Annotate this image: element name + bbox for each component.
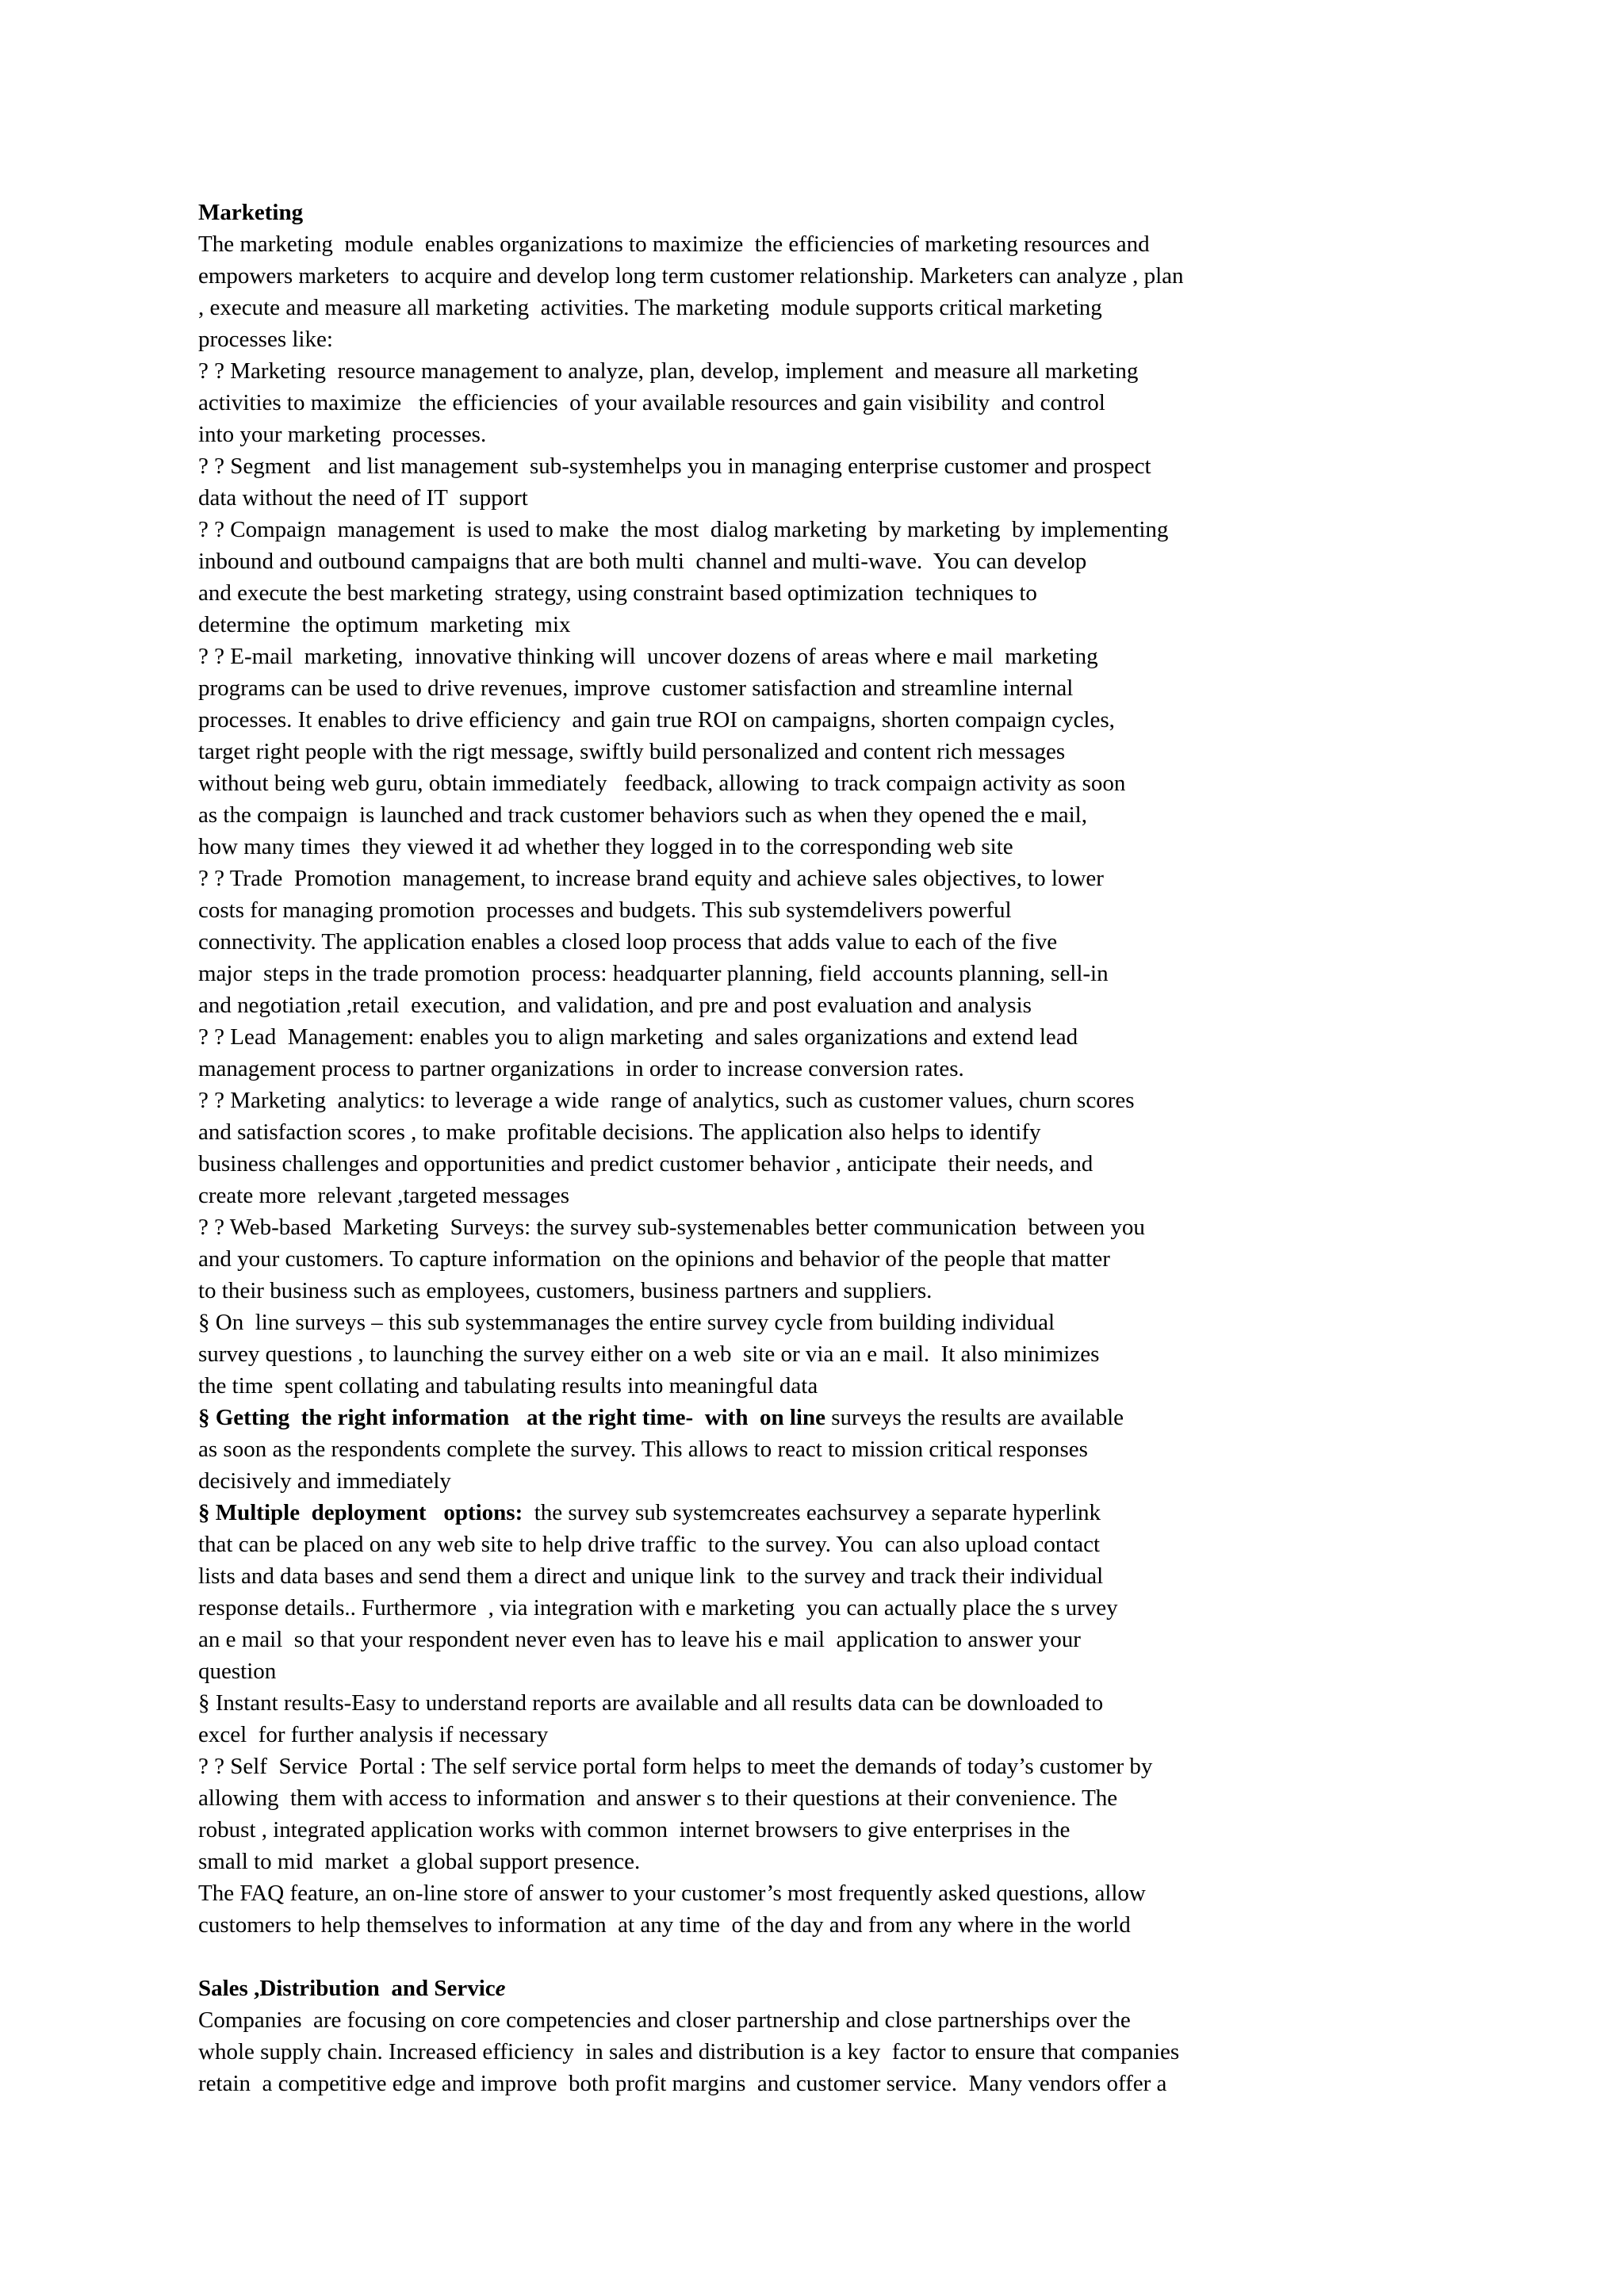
text-right-information: surveys the results are available bbox=[825, 1405, 1124, 1430]
text-line: data without the need of IT support bbox=[198, 485, 528, 511]
text-line: and negotiation ,retail execution, and validation, and pre and post evaluation and analysis bbox=[198, 993, 1032, 1018]
text-line: empowers marketers to acquire and develop long term customer relationship. Marketers can analyze , plan bbox=[198, 263, 1184, 289]
text-line: ? ? Web-based Marketing Surveys: the survey sub-systemenables better communication between you bbox=[198, 1215, 1145, 1240]
text-line: allowing them with access to information and answer s to their questions at their convenience. The bbox=[198, 1785, 1118, 1811]
text-line: inbound and outbound campaigns that are both multi channel and multi-wave. You can develop bbox=[198, 549, 1087, 574]
text-line: and execute the best marketing strategy, using constraint based optimization techniques to bbox=[198, 580, 1037, 606]
text-line: that can be placed on any web site to help drive traffic to the survey. You can also upload contact bbox=[198, 1532, 1101, 1557]
text-line: as soon as the respondents complete the survey. This allows to react to mission critical responses bbox=[198, 1437, 1088, 1462]
text-line: robust , integrated application works with common internet browsers to give enterprises in the bbox=[198, 1817, 1071, 1843]
text-line: target right people with the rigt message, swiftly build personalized and content rich messages bbox=[198, 739, 1066, 764]
heading-sales-main: Sales ,Distribution and Servic bbox=[198, 1976, 496, 2001]
heading-marketing: Marketing bbox=[198, 200, 304, 225]
sales-body bbox=[198, 2004, 1372, 2099]
text-line: to their business such as employees, customers, business partners and suppliers. bbox=[198, 1278, 933, 1303]
deployment-options-body bbox=[198, 1529, 1372, 1941]
text-line: processes like: bbox=[198, 327, 333, 352]
text-line: and satisfaction scores , to make profitable decisions. The application also helps to identify bbox=[198, 1119, 1041, 1145]
text-line: ? ? Segment and list management sub-systemhelps you in managing enterprise customer and prospect bbox=[198, 453, 1151, 479]
text-line: costs for managing promotion processes and budgets. This sub systemdelivers powerful bbox=[198, 897, 1012, 923]
text-line: The marketing module enables organizations to maximize the efficiencies of marketing resources and bbox=[198, 232, 1150, 257]
text-line: ? ? Trade Promotion management, to increase brand equity and achieve sales objectives, to lower bbox=[198, 866, 1104, 891]
text-line: The FAQ feature, an on-line store of answer to your customer’s most frequently asked questions, allow bbox=[198, 1881, 1146, 1906]
text-line: , execute and measure all marketing activities. The marketing module supports critical marketing bbox=[198, 295, 1102, 320]
bold-lead-right-information: § Getting the right information at the right time- with on line bbox=[198, 1405, 825, 1430]
text-line: ? ? E-mail marketing, innovative thinking will uncover dozens of areas where e mail marketing bbox=[198, 644, 1098, 669]
heading-sales-distribution-service bbox=[198, 1973, 1372, 2004]
heading-sales-italic: e bbox=[495, 1976, 506, 2001]
text-line: excel for further analysis if necessary bbox=[198, 1722, 549, 1747]
text-line: programs can be used to drive revenues, improve customer satisfaction and streamline internal bbox=[198, 675, 1074, 701]
text-line: into your marketing processes. bbox=[198, 422, 487, 447]
section-gap bbox=[198, 1941, 1372, 1973]
text-line: the time spent collating and tabulating results into meaningful data bbox=[198, 1373, 818, 1399]
bold-line-right-information bbox=[198, 1402, 1372, 1433]
text-line: management process to partner organizations in order to increase conversion rates. bbox=[198, 1056, 964, 1081]
bold-lead-deployment-options: § Multiple deployment options: bbox=[198, 1500, 523, 1525]
text-line: § Instant results-Easy to understand reports are available and all results data can be downloaded to bbox=[198, 1690, 1104, 1716]
text-line: activities to maximize the efficiencies of your available resources and gain visibility and control bbox=[198, 390, 1105, 415]
text-line: ? ? Compaign management is used to make the most dialog marketing by marketing by implementing bbox=[198, 517, 1169, 542]
text-line: ? ? Self Service Portal : The self service portal form helps to meet the demands of today’s customer by bbox=[198, 1754, 1153, 1779]
text-line: as the compaign is launched and track customer behaviors such as when they opened the e mail, bbox=[198, 802, 1087, 828]
text-line: create more relevant ,targeted messages bbox=[198, 1183, 570, 1208]
text-line: small to mid market a global support presence. bbox=[198, 1849, 641, 1874]
text-line: § On line surveys – this sub systemmanages the entire survey cycle from building individual bbox=[198, 1310, 1055, 1335]
text-line: decisively and immediately bbox=[198, 1468, 451, 1494]
text-line: how many times they viewed it ad whether they logged in to the corresponding web site bbox=[198, 834, 1013, 859]
bold-line-deployment-options bbox=[198, 1497, 1372, 1529]
text-line: Companies are focusing on core competencies and closer partnership and close partnerships over the bbox=[198, 2007, 1131, 2033]
document-page bbox=[198, 197, 1372, 2099]
marketing-body bbox=[198, 228, 1372, 1402]
text-line: business challenges and opportunities and predict customer behavior , anticipate their needs, and bbox=[198, 1151, 1094, 1177]
text-line: whole supply chain. Increased efficiency in sales and distribution is a key factor to ensure that companies bbox=[198, 2039, 1180, 2064]
text-line: ? ? Marketing resource management to analyze, plan, develop, implement and measure all marketing bbox=[198, 358, 1139, 384]
text-line: customers to help themselves to information at any time of the day and from any where in the world bbox=[198, 1912, 1131, 1938]
text-line: without being web guru, obtain immediately feedback, allowing to track compaign activity as soon bbox=[198, 771, 1126, 796]
text-line: major steps in the trade promotion process: headquarter planning, field accounts planning, sell-in bbox=[198, 961, 1109, 986]
text-line: determine the optimum marketing mix bbox=[198, 612, 571, 637]
text-deployment-options: the survey sub systemcreates eachsurvey a separate hyperlink bbox=[523, 1500, 1101, 1525]
text-line: retain a competitive edge and improve both profit margins and customer service. Many vendors offer a bbox=[198, 2071, 1167, 2096]
text-line: processes. It enables to drive efficiency and gain true ROI on campaigns, shorten compaign cycles, bbox=[198, 707, 1115, 733]
text-line: an e mail so that your respondent never even has to leave his e mail application to answer your bbox=[198, 1627, 1081, 1652]
text-line: ? ? Marketing analytics: to leverage a wide range of analytics, such as customer values, churn scores bbox=[198, 1088, 1135, 1113]
text-line: question bbox=[198, 1659, 277, 1684]
text-line: response details.. Furthermore , via integration with e marketing you can actually place the s urvey bbox=[198, 1595, 1118, 1621]
text-line: and your customers. To capture information on the opinions and behavior of the people that matter bbox=[198, 1246, 1110, 1272]
text-line: ? ? Lead Management: enables you to align marketing and sales organizations and extend lead bbox=[198, 1024, 1078, 1050]
text-line: lists and data bases and send them a direct and unique link to the survey and track their individual bbox=[198, 1563, 1104, 1589]
right-information-body bbox=[198, 1433, 1372, 1497]
text-line: survey questions , to launching the survey either on a web site or via an e mail. It also minimizes bbox=[198, 1341, 1100, 1367]
text-line: connectivity. The application enables a closed loop process that adds value to each of the five bbox=[198, 929, 1058, 955]
